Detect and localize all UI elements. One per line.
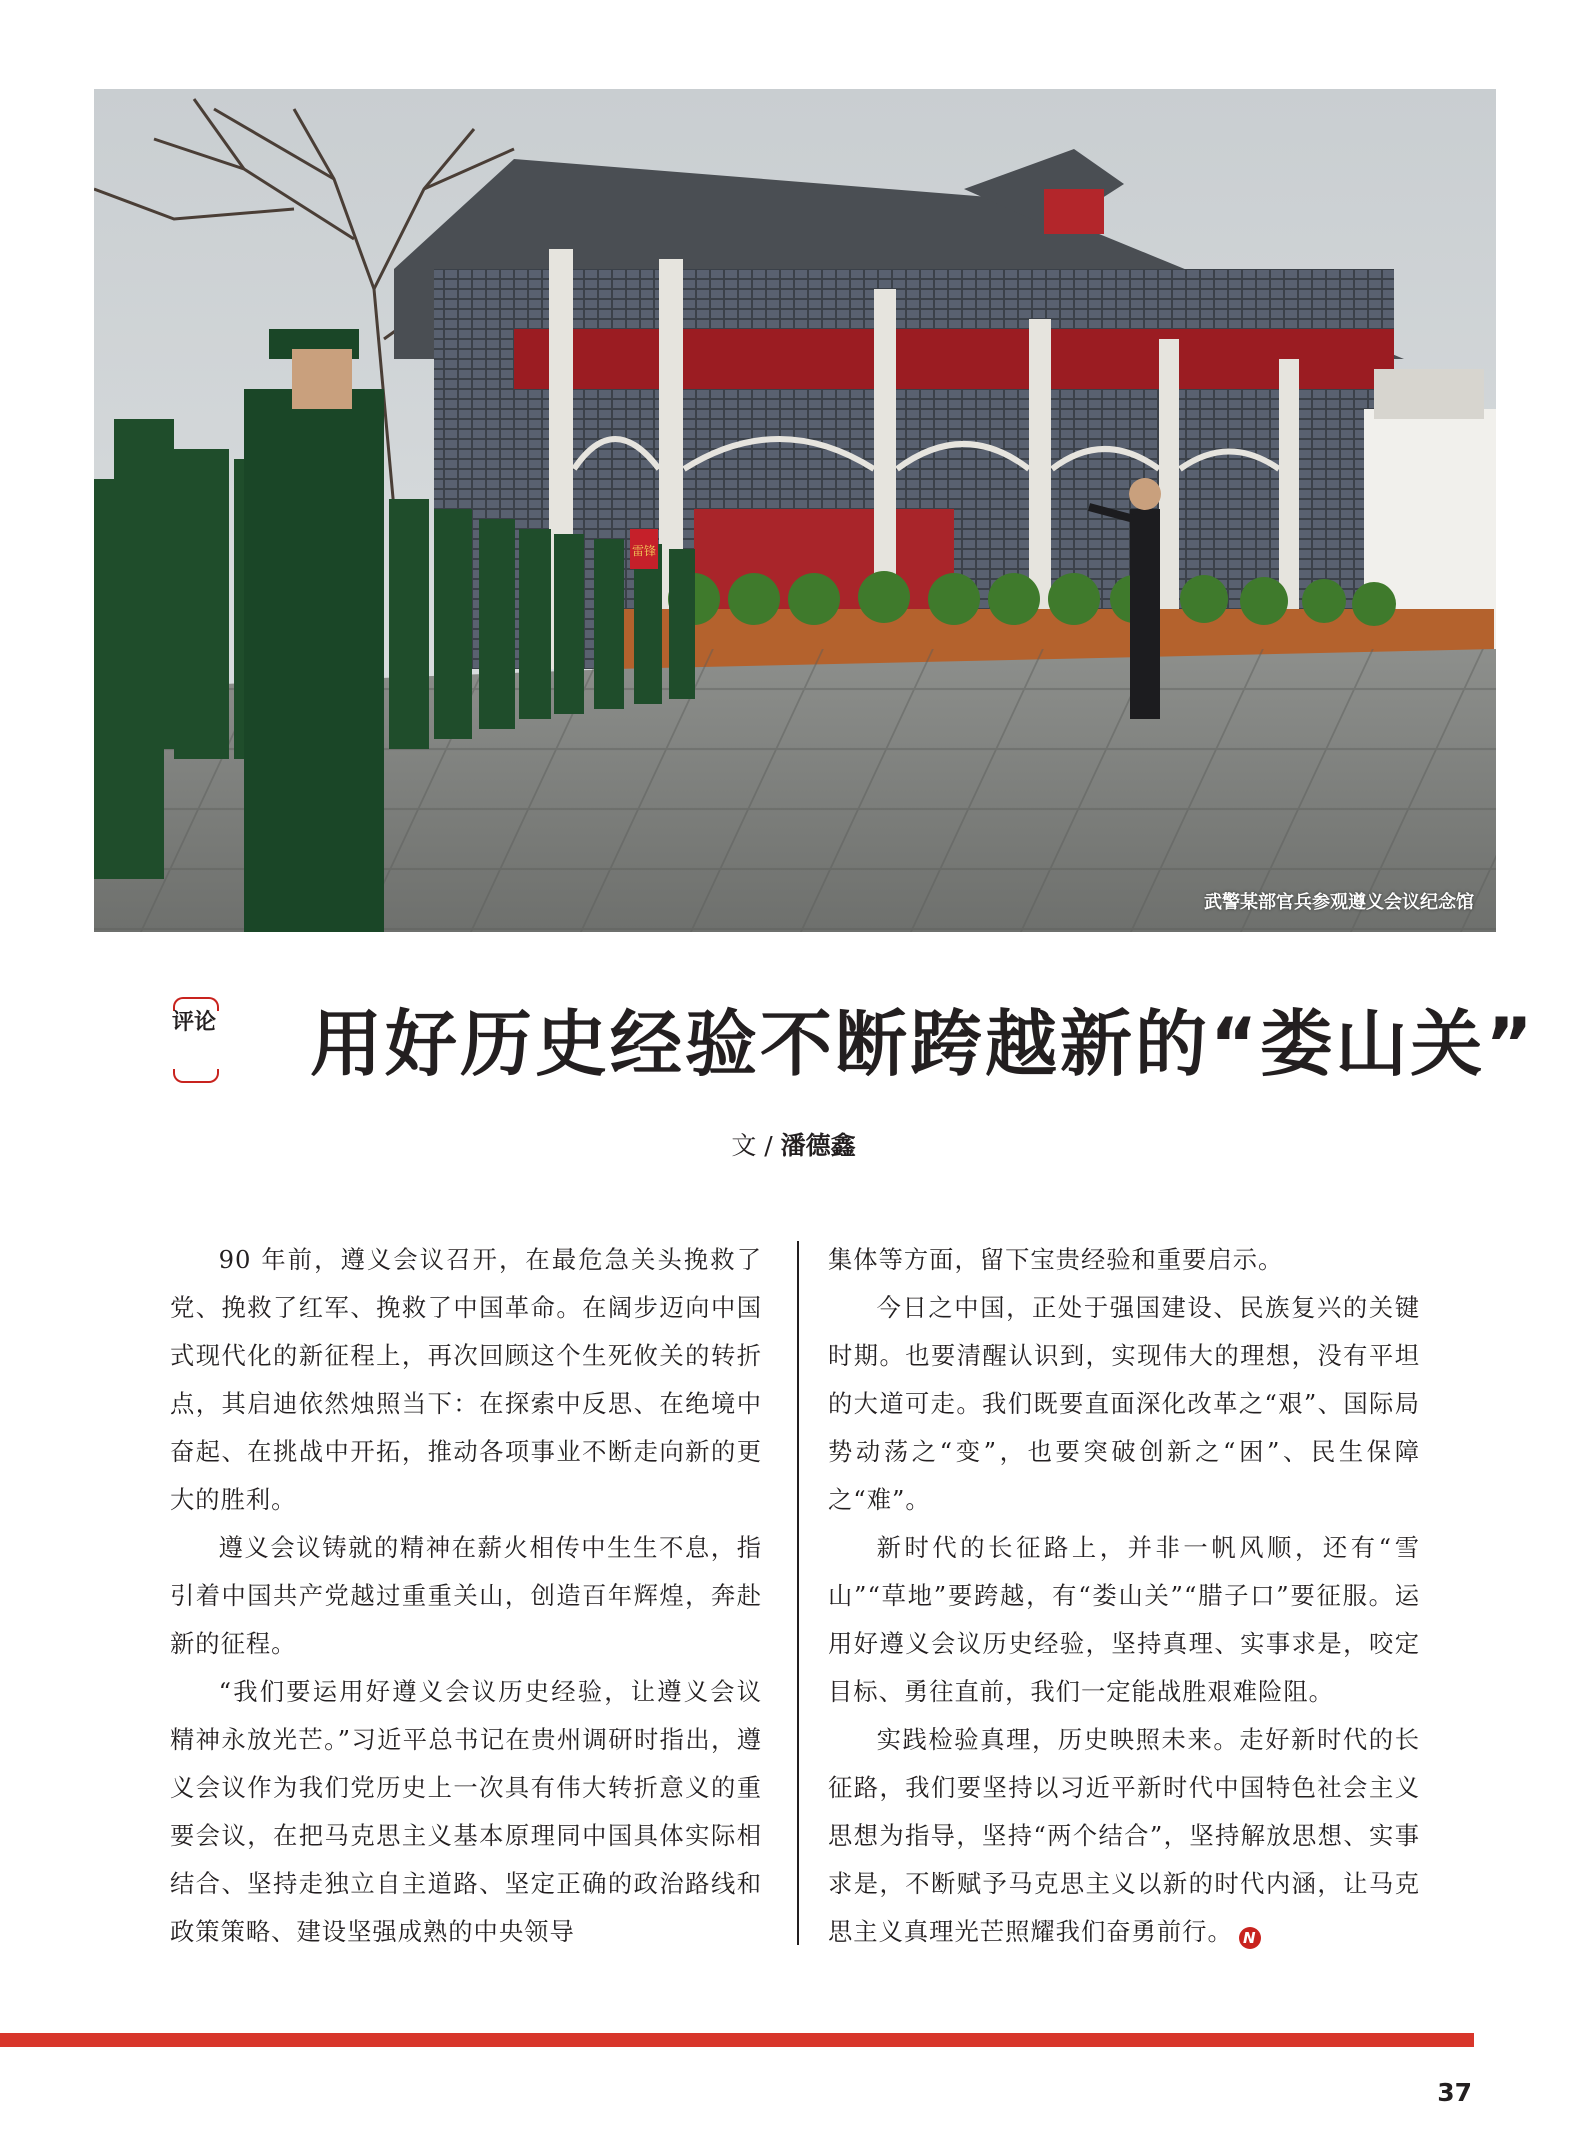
paragraph: 90 年前，遵义会议召开，在最危急关头挽救了党、挽救了红军、挽救了中国革命。在阔步迈向中国式现代化的新征程上，再次回顾这个生死攸关的转折点，其启迪依然烛照当下：在探索中反思、在绝境中奋起、在挑战中开拓，推动各项事业不断走向新的更大的胜利。 [170,1245,762,1514]
section-tag [171,997,217,1083]
paragraph: 新时代的长征路上，并非一帆风顺，还有“雪山”“草地”要跨越，有“娄山关”“腊子口”要征服。运用好遵义会议历史经验，坚持真理、实事求是，咬定目标、勇往直前，我们一定能战胜艰难险阻。 [828,1533,1420,1706]
paragraph-continuation: 集体等方面，留下宝贵经验和重要启示。 [828,1245,1284,1274]
footer-rule [0,2033,1474,2047]
byline-author: 潘德鑫 [780,1131,856,1160]
flag-label: 雷锋 [631,544,657,558]
tag-bracket-bottom [173,1069,219,1083]
page-number: 37 [1437,2078,1472,2107]
paragraph-last [828,1716,1420,1956]
section-tag-label: 评论 [171,1009,216,1035]
column-divider [797,1241,799,1945]
article-headline: 用好历史经验不断跨越新的“娄山关” [310,1002,1536,1086]
byline [0,1126,1587,1162]
body-column-right [828,1236,1420,1956]
end-mark-icon: N [1239,1927,1261,1949]
body-column-left [170,1236,762,1956]
paragraph: 遵义会议铸就的精神在薪火相传中生生不息，指引着中国共产党越过重重关山，创造百年辉煌，奔赴新的征程。 [170,1533,762,1658]
paragraph-text: 实践检验真理，历史映照未来。走好新时代的长征路，我们要坚持以习近平新时代中国特色社会主义思想为指导，坚持“两个结合”，坚持解放思想、实事求是，不断赋予马克思主义以新的时代内涵，让马克思主义真理光芒照耀我们奋勇前行。 [828,1725,1420,1946]
feature-photo [94,89,1496,932]
photo-caption: 武警某部官兵参观遵义会议纪念馆 [1204,892,1474,913]
byline-prefix: 文 / [731,1131,781,1160]
paragraph: “我们要运用好遵义会议历史经验，让遵义会议精神永放光芒。”习近平总书记在贵州调研时指出，遵义会议作为我们党历史上一次具有伟大转折意义的重要会议，在把马克思主义基本原理同中国具体实际相结合、坚持走独立自主道路、坚定正确的政治路线和政策策略、建设坚强成熟的中央领导 [170,1677,762,1946]
photo-illustration [94,89,1496,932]
paragraph: 今日之中国，正处于强国建设、民族复兴的关键时期。也要清醒认识到，实现伟大的理想，没有平坦的大道可走。我们既要直面深化改革之“艰”、国际局势动荡之“变”，也要突破创新之“困”、民生保障之“难”。 [828,1293,1420,1514]
